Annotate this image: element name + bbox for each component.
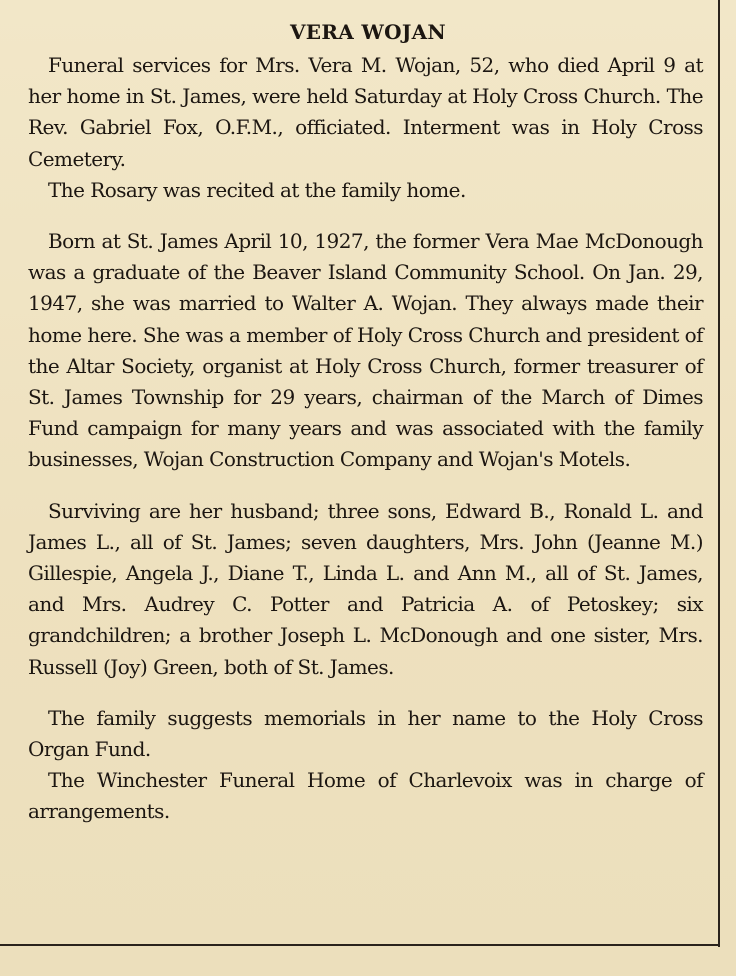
paragraph-memorials: The family suggests memorials in her name to the Holy Cross Organ Fund. xyxy=(28,705,703,762)
column-rule-bottom xyxy=(0,944,720,946)
paragraph-biography: Born at St. James April 10, 1927, the former Vera Mae McDonough was a graduate of the Beaver Island Community School. On Jan. 29, 1947, she was married to Walter A. Wojan. They always made their home here. She was a member of Holy Cross Church and president of the Altar Society, organist at Holy Cross Church, former treasurer of St. James Township for 29 years, chairman of the March of Dimes Fund campaign for many years and was associated with the family businesses, Wojan Construction Company and Wojan's Motels. xyxy=(28,229,703,472)
paragraph-services: Funeral services for Mrs. Vera M. Wojan, 52, who died April 9 at her home in St. James, were held Saturday at Holy Cross Church. The Rev. Gabriel Fox, O.F.M., officiated. Interment was in Holy Cross Cemetery. xyxy=(28,53,703,171)
column-rule-right xyxy=(718,0,720,947)
paragraph-survivors: Surviving are her husband; three sons, Edward B., Ronald L. and James L., all of St. James; seven daughters, Mrs. John (Jeanne M.) Gillespie, Angela J., Diane T., Linda L. and Ann M., all of St. James, and Mrs. Audrey C. Potter and Patricia A. of Petoskey; six grandchildren; a brother Joseph L. McDonough and one sister, Mrs. Russell (Joy) Green, both of St. James. xyxy=(28,498,703,679)
paragraph-arrangements: The Winchester Funeral Home of Charlevoix was in charge of arrangements. xyxy=(28,768,703,824)
obituary-body xyxy=(28,50,703,828)
obituary-headline: VERA WOJAN xyxy=(289,20,446,44)
paragraph-rosary: The Rosary was recited at the family home. xyxy=(48,177,466,202)
